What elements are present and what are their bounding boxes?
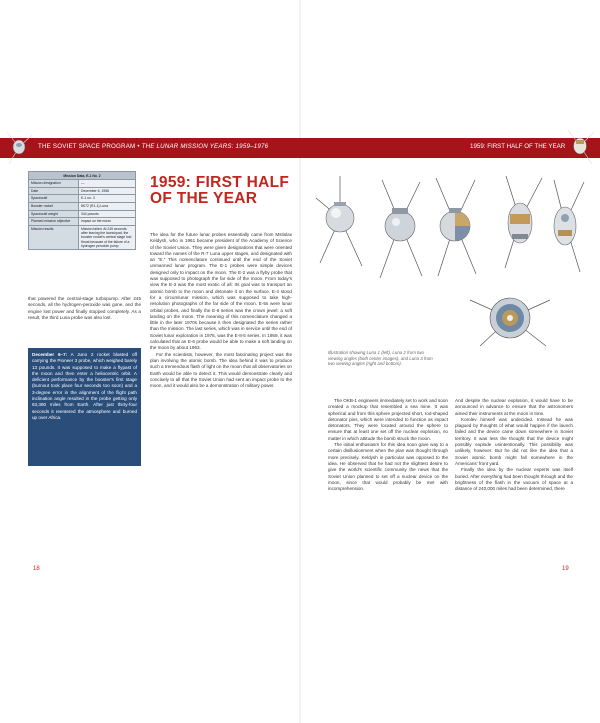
december-sidebar-box (28, 348, 141, 466)
table-row (29, 218, 136, 226)
running-head-series: THE SOVIET SPACE PROGRAM • (38, 143, 142, 150)
table-row (29, 202, 136, 210)
running-head-left (38, 143, 268, 150)
luna-probes-illustration (310, 168, 588, 348)
paragraph: that powered the central-stage turbopump. After 245 seconds, all the hydrogen-peroxide was gone, and the engine lost power and finally stopped completely. As a result, the third Luna probe was also lost. (28, 296, 141, 320)
table-value-cell: E-1 no. 3 (79, 195, 136, 203)
paragraph: The initial enthusiasm for this idea soon gave way to a certain disillusionment when the plan was thought through more precisely. Keldysh in particular was opposed to the idea. He observed that he had not the slightest desire to give the world's scientific community the news that the Soviet Union planned to set off a nuclear device on the moon, since that would probably be met with incomprehension. (328, 442, 448, 492)
running-head-book-title: THE LUNAR MISSION YEARS: 1959–1976 (141, 143, 269, 150)
table-key-cell: Booster rocket (29, 202, 79, 210)
table-value-cell: December 6, 1958 (79, 187, 136, 195)
satellite-ornament-right-icon (564, 128, 596, 166)
table-row (29, 210, 136, 218)
table-key-cell: Date (29, 187, 79, 195)
sidebar-lead: December 6–7: (32, 352, 68, 357)
left-column (28, 296, 141, 321)
table-row (29, 180, 136, 188)
table-key-cell: Planned mission objective (29, 218, 79, 226)
table-row (29, 187, 136, 195)
satellite-ornament-left-icon (4, 130, 34, 166)
luna-3-view-a-icon (505, 176, 542, 268)
table-row (29, 225, 136, 250)
page-number-left: 18 (33, 566, 40, 572)
right-column-2 (455, 398, 573, 492)
chapter-title: 1959: FIRST HALF OF THE YEAR (150, 174, 290, 207)
table-value-cell: Impact on the moon (79, 218, 136, 226)
luna-1-probe-icon (316, 176, 362, 266)
table-key-cell: Spacecraft weight (29, 210, 79, 218)
paragraph: Korolev himself was undecided. Instead he was plagued by thoughts of what would happen if the launch failed and the device came down somewhere in Soviet territory. It was less the thought that the device might possibly explode unintentionally. This possibility was unlikely, however. But he did not like the idea that a Soviet atomic bomb might fall somewhere in the Americans' front yard. (455, 416, 573, 466)
paragraph: The OKB-1 engineers immediately set to work and soon created a mockup that resembled a sea mine. It was spherical and from this sphere projected short, rod-shaped detonator pins, which were intended to function as impact detonators. They were located around the sphere to ensure that at least one set off the nuclear explosion, no matter in which attitude the bomb struck the moon. (328, 398, 448, 441)
table-value-cell: 344 pounds (79, 210, 136, 218)
table-title: Mission Data, E-1 No. 2 (29, 172, 136, 180)
mission-data-table (28, 171, 136, 250)
page-number-right: 19 (562, 566, 569, 572)
table-value-cell: — (79, 180, 136, 188)
figure-caption: Illustration showing Luna 1 (left), Luna 2 from two viewing angles (both center images), and Luna 3 from two viewing angles (right and bottom). (328, 350, 433, 367)
table-key-cell: Mission results (29, 225, 79, 250)
sidebar-text: A Juno 2 rocket blasted off carrying the Pioneer 3 probe, which weighed barely 13 pounds. It was supposed to make a flypast of the moon and then enter a heliocentric orbit. A deficient performance by the booster's first stage (burnout took place four seconds too soon) and a 3-degree error in the alignment of the flight path inclination angle resulted in the probe getting only 63,380 miles from Earth. After just thirty-four seconds it reentered the atmosphere and burned up over Africa. (32, 352, 138, 420)
spine-gutter (299, 0, 301, 723)
luna-3-bottom-view-icon (470, 298, 550, 346)
table-key-cell: Spacecraft (29, 195, 79, 203)
luna-3-view-b-icon (554, 180, 584, 272)
paragraph: And despite the nuclear explosion, it would have to be announced in advance to ensure that the astronomers aimed their instruments at the moon in time. (455, 398, 573, 416)
table-value-cell: Mission failed. At 245 seconds after leaving the launchpad, the booster rocket's central stage lost thrust because of the failure of a hydrogen peroxide pump (79, 225, 136, 250)
luna-2-view-b-icon (436, 178, 476, 276)
luna-2-view-a-icon (380, 180, 422, 278)
paragraph: The idea for the future lunar probes essentially came from Mstislav Keldysh, who in 1961 became president of the Academy of Science of the Soviet Union. They were given designations that were oriented toward the names of the R-7 Luna upper stages, and designated with an “E.” This nomenclature continued until the end of the Soviet unmanned lunar program. The E-1 probes were simple devices designed only to impact on the moon. The E-2 was a flyby probe that was supposed to photograph the far side of the moon. From today's view the E-3 was the most exotic of all: Its goal was to transport an atomic bomb to the moon and detonate it on the surface. E-4 stood for a circumlunar mission, which was supposed to take high-resolution photographs of the far side of the moon. E-5s were lunar orbital probes, and finally the E-6 series was the crown jewel: a soft landing on the moon. The meaning of this nomenclature changed a little in the later 1970s because it then designated the series rather than the mission. The last series, which was in service until the end of Soviet lunar exploration in 1976, was the E-8-5 series. In 1959, it was calculated that an E-6 probe would be able to make a soft landing on the moon by about 1963. (150, 232, 292, 351)
paragraph: For the scientists, however, the most fascinating project was the plan involving the atomic bomb. The idea behind it was to produce such a tremendous flash of light on the moon that all observatories on Earth would be able to detect it. This would demonstrate clearly and concisely to all that the Soviet Union had sent an impact probe to the moon, and it would also be a demonstration of military power. (150, 351, 292, 389)
right-column-1 (328, 398, 448, 492)
running-head-right: 1959: FIRST HALF OF THE YEAR (470, 143, 566, 150)
table-key-cell: Mission designation (29, 180, 79, 188)
middle-column (150, 232, 292, 389)
table-row (29, 195, 136, 203)
table-value-cell: 8K72 (R1-1) Luna (79, 202, 136, 210)
paragraph: Finally the idea by the nuclear experts was itself buried. After everything had been thought through and the brightness of the flash in the vacuum of space at a distance of 240,000 miles had been determined, there (455, 467, 573, 492)
